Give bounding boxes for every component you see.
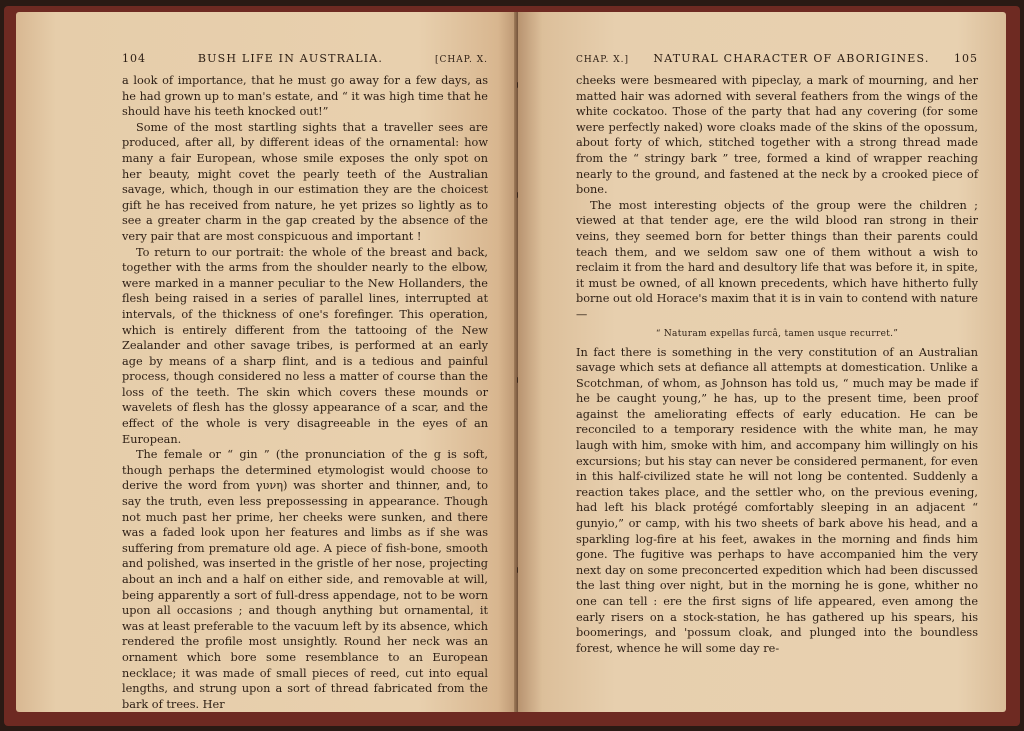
left-page-number: 104 <box>122 52 146 65</box>
left-page <box>16 12 518 712</box>
left-chapter-label: [CHAP. X. <box>435 55 488 65</box>
left-running-title: BUSH LIFE IN AUSTRALIA. <box>197 52 384 65</box>
right-chapter-label: CHAP. X.] <box>576 55 629 65</box>
right-running-title: NATURAL CHARACTER OF ABORIGINES. <box>653 52 930 65</box>
paragraph: Some of the most startling sights that a traveller sees are produced, after all, by different ideas of the ornamental: how many a fair European, whose smile exposes the only spot on her beauty, might covet the pearly teeth of the Australian savage, which, though in our estimation they are the choicest gift he has received from nature, he yet prizes so lightly as to see a greater charm in the gap created by the absence of the very pair that are most conspicuous and important ! <box>122 120 488 243</box>
right-page-body <box>576 73 978 656</box>
paragraph: To return to our portrait: the whole of the breast and back, together with the arms from the shoulder nearly to the elbow, were marked in a manner peculiar to the New Hollanders, the flesh being raised in a series of parallel lines, interrupted at intervals, of the thickness of one's forefinger. This operation, which is entirely different from the tattooing of the New Zealander and other savage tribes, is performed at an early age by means of a sharp flint, and is a tedious and painful process, though considered no less a matter of course than the loss of the teeth. The skin which covers these mounds or wavelets of flesh has the glossy appearance of a scar, and the effect of the whole is very disagreeable in the eyes of an European. <box>122 245 488 446</box>
right-page-number: 105 <box>953 52 978 65</box>
paragraph: The most interesting objects of the group were the children ; viewed at that tender age, ere the wild blood ran strong in their veins, they seemed born for better things than their parents could teach them, and we seldom saw one of them without a wish to reclaim it from the hard and desultory life that was before it, in spite, it must be owned, of all known precedents, which have hitherto fully borne out old Horace's maxim that it is in vain to contend with nature— <box>576 198 978 321</box>
right-page-header <box>576 52 978 65</box>
left-page-header <box>122 52 488 65</box>
right-page <box>518 12 1006 712</box>
left-page-body <box>122 73 488 712</box>
paragraph: The female or “ gin ” (the pronunciation of the g is soft, though perhaps the determined etymologist would choose to derive the word from γυνη) was shorter and thinner, and, to say the truth, even less prepossessing in appearance. Though not much past her prime, her cheeks were sunken, and there was a faded look upon her features and limbs as if she was suffering from premature old age. A piece of fish-bone, smooth and polished, was inserted in the gristle of her nose, projecting about an inch and a half on either side, and removable at will, being apparently a sort of full-dress appendage, not to be worn upon all occasions ; and though anything but ornamental, it was at least preferable to the vacuum left by its absence, which rendered the profile most unsightly. Round her neck was an ornament which bore some resemblance to an European necklace; it was made of small pieces of reed, cut into equal lengths, and strung upon a sort of thread fabricated from the bark of trees. Her <box>122 448 488 711</box>
paragraph: In fact there is something in the very constitution of an Australian savage which sets at defiance all attempts at domestication. Unlike a Scotchman, of whom, as Johnson has told us, “ much may be made if he be caught young,” he has, up to the present time, been proof against the ameliorating effects of early education. He can be reconciled to a temporary residence with the white man, he may laugh with him, smoke with him, and accompany him willingly on his excursions; but his stay can never be considered permanent, for even in this half-civilized state he will not long be contented. Suddenly a reaction takes place, and the settler who, on the previous evening, had left his black protégé comfortably sleeping in an adjacent “ gunyio,” or camp, with his two sheets of bark above his head, and a sparkling log-fire at his feet, awakes in the morning and finds him gone. The fugitive was perhaps to have accompanied him the very next day on some preconcerted expedition which had been discussed the last thing over night, but in the morning he is gone, whither no one can tell : ere the first signs of life appeared, even among the early risers on a stock-station, he has gathered up his spears, his boomerings, and 'possum cloak, and plunged into the boundless forest, whence he will some day re- <box>576 345 978 655</box>
paragraph: cheeks were besmeared with pipeclay, a mark of mourning, and her matted hair was adorned with several feathers from the wings of the white cockatoo. Those of the party that had any covering (for some were perfectly naked) wore cloaks made of the skins of the opossum, about forty of which, stitched together with a strong thread made from the “ stringy bark ” tree, formed a kind of wrapper reaching nearly to the ground, and fastened at the neck by a crooked piece of bone. <box>576 74 978 197</box>
latin-quotation: “ Naturam expellas furcâ, tamen usque recurret.” <box>655 328 899 339</box>
paragraph: a look of importance, that he must go away for a few days, as he had grown up to man's estate, and “ it was high time that he should have his teeth knocked out!” <box>122 74 488 119</box>
open-book <box>16 12 1006 716</box>
